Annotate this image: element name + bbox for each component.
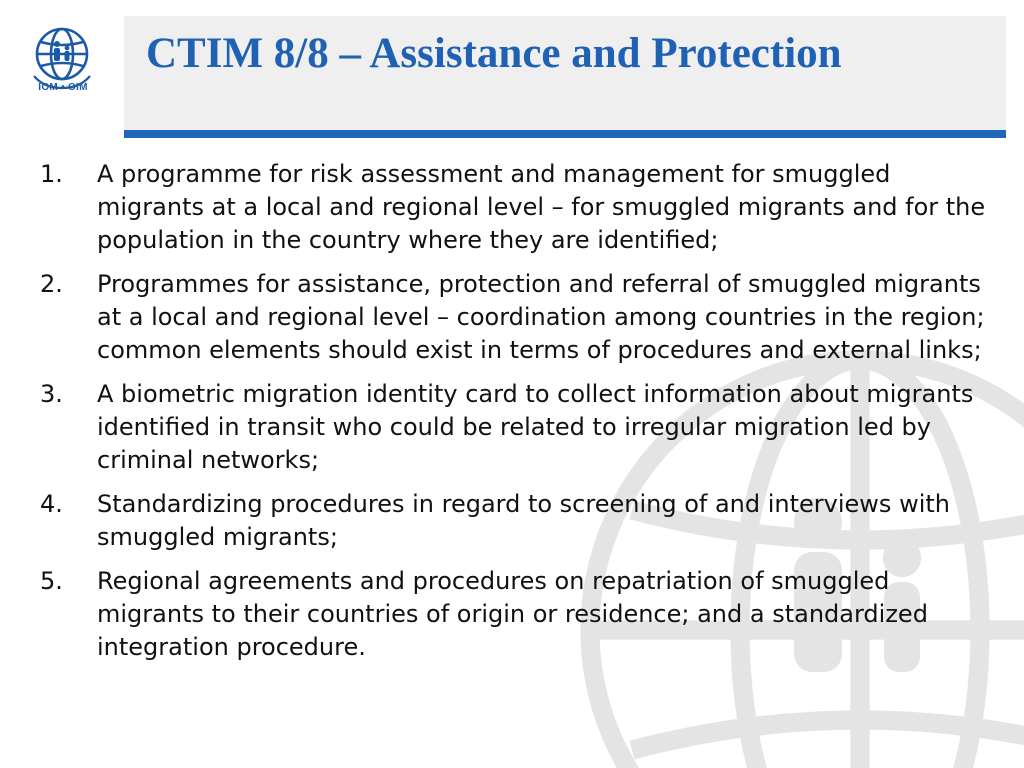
list-item-text: A programme for risk assessment and management for smuggled migrants at a local and regional level – for smuggled migrants and for the population in the country where they are identified; [97, 160, 986, 254]
list-item-number: 1. [40, 160, 63, 188]
list-item-text: A biometric migration identity card to collect information about migrants identified in transit who could be related to irregular migration led by criminal networks; [97, 380, 974, 474]
list-item-number: 4. [40, 490, 63, 518]
list-item-number: 5. [40, 567, 63, 595]
page-title: CTIM 8/8 – Assistance and Protection [146, 30, 842, 77]
content-list [40, 158, 990, 675]
list-item-number: 3. [40, 380, 63, 408]
title-underline [124, 130, 1006, 138]
list-item-text: Standardizing procedures in regard to screening of and interviews with smuggled migrants; [97, 490, 950, 551]
list-item [40, 158, 990, 257]
list-item [40, 565, 990, 664]
list-item-number: 2. [40, 270, 63, 298]
list-item-text: Regional agreements and procedures on repatriation of smuggled migrants to their countries of origin or residence; and a standardized integration procedure. [97, 567, 928, 661]
list-item [40, 378, 990, 477]
logo-caption: IOM • OIM [38, 82, 88, 93]
list-item [40, 268, 990, 367]
list-item-text: Programmes for assistance, protection and referral of smuggled migrants at a local and regional level – coordination among countries in the region; common elements should exist in terms of procedures and external links; [97, 270, 985, 364]
list-item [40, 488, 990, 554]
